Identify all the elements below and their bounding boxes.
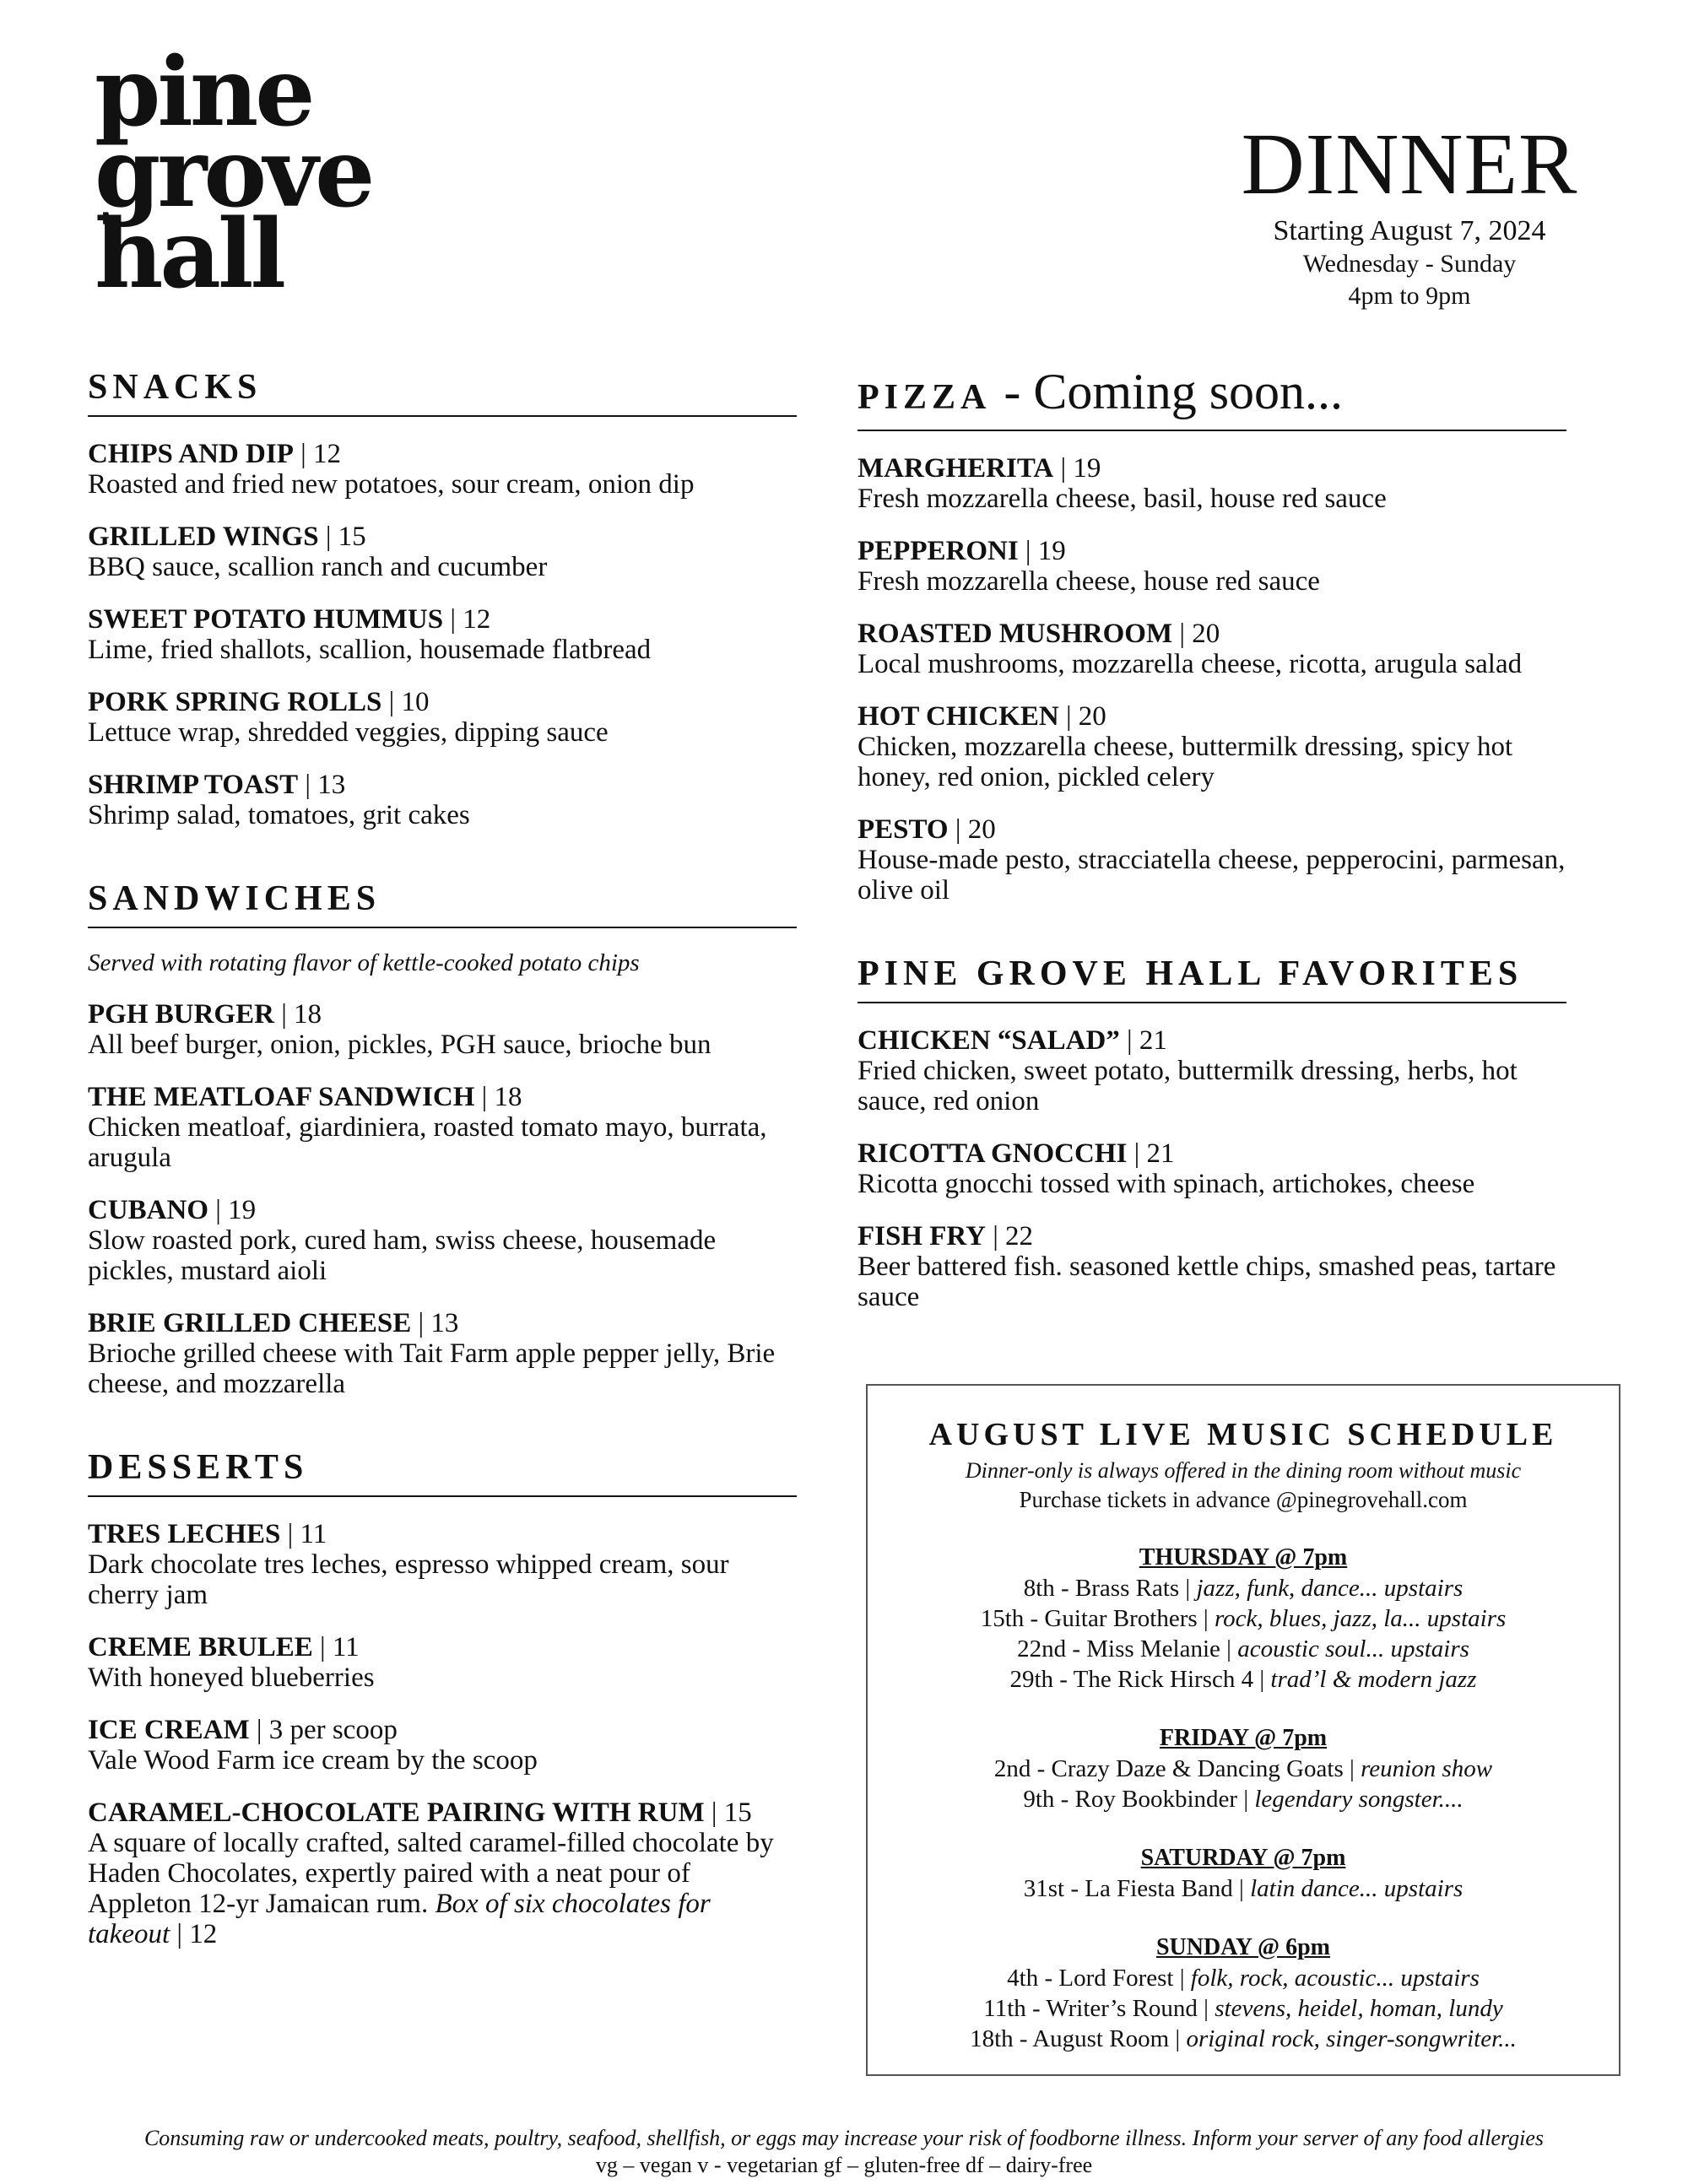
day-label: SATURDAY @ 7pm	[1140, 1845, 1346, 1871]
takeout-note: Box of six chocolates for takeout	[88, 1889, 711, 1949]
show-listing	[868, 1634, 1619, 1664]
item-description: Beer battered fish. seasoned kettle chips, smashed peas, tartare sauce	[858, 1251, 1556, 1312]
show-act: 18th - August Room |	[970, 2025, 1187, 2052]
item-price: | 18	[273, 999, 322, 1030]
item-description: Dark chocolate tres leches, espresso whipped cream, sour cherry jam	[88, 1549, 729, 1610]
pizza-coming-soon: - Coming soon...	[991, 364, 1344, 419]
menu-item	[858, 453, 1566, 514]
show-act: 9th - Roy Bookbinder |	[1023, 1786, 1255, 1813]
item-price: | 12	[443, 604, 491, 635]
item-name: ROASTED MUSHROOM	[858, 619, 1173, 649]
item-price: | 19	[1018, 536, 1066, 566]
item-price: | 11	[280, 1519, 327, 1549]
item-name: MARGHERITA	[858, 453, 1054, 484]
show-listing	[868, 1963, 1619, 1993]
item-name: GRILLED WINGS	[88, 522, 319, 552]
item-description: Roasted and fried new potatoes, sour cream, onion dip	[88, 469, 695, 500]
item-description: Fresh mozzarella cheese, house red sauce	[858, 566, 1320, 597]
show-style: reunion show	[1361, 1755, 1493, 1782]
show-style: jazz, funk, dance... upstairs	[1196, 1575, 1463, 1602]
item-description: House-made pesto, stracciatella cheese, pepperocini, parmesan, olive oil	[858, 845, 1566, 905]
menu-item	[88, 1195, 797, 1286]
menu-item	[858, 814, 1566, 905]
section-heading-sandwiches: SANDWICHES	[88, 878, 797, 928]
menu-item	[88, 1308, 797, 1399]
menu-item	[88, 1519, 797, 1610]
schedule-day-saturday	[868, 1843, 1619, 1904]
item-description-text: A square of locally crafted, salted caramel-filled chocolate by Haden Chocolates, expertly paired with a neat pour of Appleton 12-yr Jamaican rum.	[88, 1828, 774, 1919]
music-tickets-note: Purchase tickets in advance @pinegrovehall.com	[1019, 1487, 1468, 1512]
item-description	[88, 1828, 797, 1949]
day-label: FRIDAY @ 7pm	[1159, 1725, 1328, 1751]
show-act: 4th - Lord Forest |	[1007, 1965, 1191, 1992]
item-description: Local mushrooms, mozzarella cheese, ricotta, arugula salad	[858, 649, 1523, 679]
show-listing	[868, 1993, 1619, 2024]
item-description: Brioche grilled cheese with Tait Farm apple pepper jelly, Brie cheese, and mozzarella	[88, 1338, 776, 1399]
favorites-list	[858, 1025, 1566, 1312]
menu-item	[88, 999, 797, 1060]
sandwiches-note: Served with rotating flavor of kettle-cooked potato chips	[88, 949, 640, 976]
menu-item	[858, 1138, 1566, 1199]
item-name: CHICKEN “SALAD”	[858, 1025, 1120, 1056]
show-style: acoustic soul... upstairs	[1237, 1635, 1469, 1662]
item-name: TRES LECHES	[88, 1519, 281, 1549]
menu-days: Wednesday - Sunday	[1302, 250, 1517, 278]
item-price: | 13	[298, 770, 346, 800]
item-name: PEPPERONI	[858, 536, 1019, 566]
menu-item	[88, 522, 797, 582]
menu-footer	[51, 2125, 1637, 2179]
dietary-legend: vg – vegan v - vegetarian gf – gluten-free df – dairy-free	[595, 2153, 1093, 2177]
item-description: Shrimp salad, tomatoes, grit cakes	[88, 800, 470, 830]
show-listing	[868, 1784, 1619, 1814]
menu-item	[88, 439, 797, 500]
show-act: 29th - The Rick Hirsch 4 |	[1009, 1666, 1271, 1693]
item-description: Lime, fried shallots, scallion, housemade flatbread	[88, 635, 652, 665]
day-label: THURSDAY @ 7pm	[1139, 1544, 1348, 1570]
item-name: BRIE GRILLED CHEESE	[88, 1308, 412, 1338]
menu-item	[858, 1221, 1566, 1312]
item-description: BBQ sauce, scallion ranch and cucumber	[88, 552, 548, 582]
item-price: | 21	[1127, 1138, 1175, 1169]
item-description: Lettuce wrap, shredded veggies, dipping sauce	[88, 717, 609, 748]
item-name: HOT CHICKEN	[858, 701, 1059, 732]
item-description: Fried chicken, sweet potato, buttermilk dressing, herbs, hot sauce, red onion	[858, 1056, 1518, 1116]
left-column	[88, 366, 797, 1949]
item-name: PESTO	[858, 814, 949, 845]
show-style: folk, rock, acoustic... upstairs	[1190, 1965, 1480, 1992]
restaurant-logo	[95, 37, 449, 310]
item-price: | 20	[1058, 701, 1106, 732]
music-schedule-box	[866, 1384, 1620, 2076]
menu-item	[88, 1797, 797, 1949]
menu-start-date: Starting August 7, 2024	[1273, 215, 1546, 246]
menu-item	[88, 1632, 797, 1693]
item-price: | 3 per scoop	[249, 1715, 398, 1745]
show-act: 31st - La Fiesta Band |	[1023, 1875, 1251, 1902]
day-label: SUNDAY @ 6pm	[1155, 1934, 1330, 1960]
item-name: SWEET POTATO HUMMUS	[88, 604, 444, 635]
section-heading-snacks: SNACKS	[88, 366, 797, 417]
show-listing	[868, 2024, 1619, 2054]
desserts-list	[88, 1519, 797, 1949]
show-act: 8th - Brass Rats |	[1023, 1575, 1197, 1602]
item-name: PORK SPRING ROLLS	[88, 687, 382, 717]
schedule-day-friday	[868, 1723, 1619, 1814]
pizza-list	[858, 453, 1566, 905]
item-description: Slow roasted pork, cured ham, swiss cheese, housemade pickles, mustard aioli	[88, 1225, 717, 1286]
show-listing	[868, 1754, 1619, 1784]
item-price: | 22	[985, 1221, 1034, 1251]
menu-title: DINNER	[1241, 116, 1578, 213]
right-column	[858, 366, 1566, 1312]
logo-line: pine	[95, 37, 312, 148]
item-name: CARAMEL-CHOCOLATE PAIRING WITH RUM	[88, 1797, 705, 1828]
item-name: CUBANO	[88, 1195, 209, 1225]
music-schedule-title: AUGUST LIVE MUSIC SCHEDULE	[928, 1417, 1558, 1452]
item-description: Fresh mozzarella cheese, basil, house red sauce	[858, 484, 1387, 514]
show-style: trad’l & modern jazz	[1270, 1666, 1477, 1693]
schedule-day-thursday	[868, 1543, 1619, 1695]
show-listing	[868, 1664, 1619, 1695]
show-listing	[868, 1873, 1619, 1904]
menu-item	[858, 619, 1566, 679]
item-name: CHIPS AND DIP	[88, 439, 294, 469]
item-description: With honeyed blueberries	[88, 1662, 375, 1693]
menu-item	[88, 1082, 797, 1173]
takeout-price: | 12	[170, 1919, 218, 1949]
item-name: SHRIMP TOAST	[88, 770, 299, 800]
section-heading-pizza	[858, 366, 1566, 431]
menu-item	[88, 604, 797, 665]
section-heading-favorites: PINE GROVE HALL FAVORITES	[858, 953, 1566, 1003]
item-price: | 12	[293, 439, 341, 469]
snacks-list	[88, 439, 797, 830]
logo-line: hall	[95, 199, 284, 310]
item-description: Chicken meatloaf, giardiniera, roasted tomato mayo, burrata, arugula	[88, 1112, 767, 1173]
item-name: RICOTTA GNOCCHI	[858, 1138, 1128, 1169]
schedule-day-sunday	[868, 1933, 1619, 2054]
show-act: 2nd - Crazy Daze & Dancing Goats |	[993, 1755, 1361, 1782]
item-price: | 19	[1053, 453, 1101, 484]
menu-item	[88, 687, 797, 748]
show-act: 11th - Writer’s Round |	[983, 1995, 1215, 2022]
menu-item	[858, 1025, 1566, 1116]
show-style: original rock, singer-songwriter...	[1186, 2025, 1517, 2052]
item-price: | 10	[381, 687, 430, 717]
section-heading-desserts: DESSERTS	[88, 1446, 797, 1497]
item-name: CREME BRULEE	[88, 1632, 313, 1662]
show-style: stevens, heidel, homan, lundy	[1215, 1995, 1503, 2022]
item-price: | 15	[318, 522, 366, 552]
show-listing	[868, 1603, 1619, 1634]
item-name: FISH FRY	[858, 1221, 986, 1251]
food-safety-warning: Consuming raw or undercooked meats, poultry, seafood, shellfish, or eggs may increase your risk of foodborne illness. Inform your server of any food allergies	[143, 2126, 1545, 2150]
logo-line: grove	[95, 118, 372, 229]
menu-item	[88, 770, 797, 830]
item-description: All beef burger, onion, pickles, PGH sauce, brioche bun	[88, 1030, 711, 1060]
menu-item	[858, 536, 1566, 597]
music-schedule-subtitle: Dinner-only is always offered in the dining room without music	[965, 1458, 1522, 1483]
show-act: 22nd - Miss Melanie |	[1017, 1635, 1238, 1662]
sandwiches-list	[88, 999, 797, 1399]
item-price: | 19	[208, 1195, 257, 1225]
pizza-heading: PIZZA	[858, 378, 992, 417]
item-price: | 11	[312, 1632, 360, 1662]
show-style: legendary songster....	[1254, 1786, 1463, 1813]
item-price: | 20	[1172, 619, 1220, 649]
menu-hours: 4pm to 9pm	[1348, 282, 1471, 310]
item-description: Ricotta gnocchi tossed with spinach, artichokes, cheese	[858, 1169, 1475, 1199]
item-description: Vale Wood Farm ice cream by the scoop	[88, 1745, 538, 1776]
item-price: | 21	[1119, 1025, 1167, 1056]
show-listing	[868, 1573, 1619, 1603]
item-name: ICE CREAM	[88, 1715, 250, 1745]
menu-item	[858, 701, 1566, 792]
item-name: THE MEATLOAF SANDWICH	[88, 1082, 475, 1112]
item-description: Chicken, mozzarella cheese, buttermilk dressing, spicy hot honey, red onion, pickled celery	[858, 732, 1513, 792]
item-price: | 20	[948, 814, 996, 845]
menu-item	[88, 1715, 797, 1776]
item-price: | 13	[411, 1308, 459, 1338]
menu-header	[1207, 118, 1612, 312]
item-price: | 15	[704, 1797, 752, 1828]
show-style: rock, blues, jazz, la... upstairs	[1214, 1605, 1507, 1632]
item-price: | 18	[474, 1082, 522, 1112]
show-act: 15th - Guitar Brothers |	[980, 1605, 1215, 1632]
item-name: PGH BURGER	[88, 999, 274, 1030]
show-style: latin dance... upstairs	[1250, 1875, 1463, 1902]
